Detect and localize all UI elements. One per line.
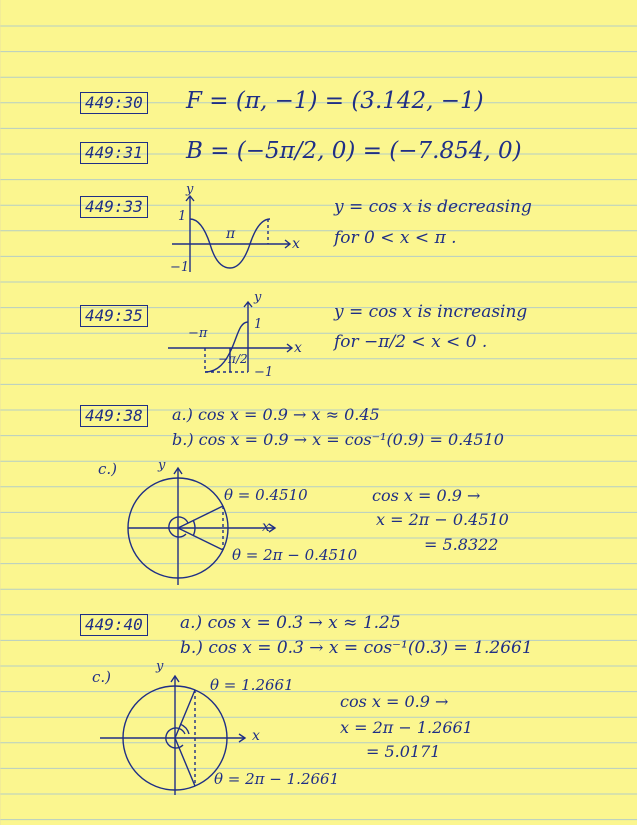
tick-label-neg1: −1 [170, 260, 190, 275]
problem-label: 449:38 [80, 405, 148, 427]
theta-label: θ = 2π − 1.2661 [214, 770, 340, 788]
axis-label-y: y [186, 182, 194, 197]
theta-label: θ = 1.2661 [210, 676, 294, 694]
answer-line: B = (−5π/2, 0) = (−7.854, 0) [186, 138, 522, 164]
axis-label-y: y [254, 290, 262, 305]
part-b: b.) cos x = 0.3 → x = cos⁻¹(0.3) = 1.2661 [180, 638, 533, 658]
result-line: cos x = 0.9 → [372, 486, 481, 505]
problem-label: 449:31 [80, 142, 148, 164]
answer-line: F = (π, −1) = (3.142, −1) [186, 88, 484, 114]
problem-label: 449:30 [80, 92, 148, 114]
axis-label-y: y [158, 458, 166, 473]
result-line: x = 2π − 1.2661 [340, 718, 473, 737]
part-b: b.) cos x = 0.9 → x = cos⁻¹(0.9) = 0.4510 [172, 430, 504, 449]
tick-label-neg-pi-half: −π/2 [218, 352, 248, 366]
result-line: cos x = 0.9 → [340, 692, 449, 711]
tick-label-neg-pi: −π [188, 326, 208, 341]
axis-label-x: x [292, 236, 300, 252]
tick-label-1: 1 [254, 317, 263, 332]
result-line: x = 2π − 0.4510 [376, 510, 509, 529]
axis-label-x: x [262, 519, 270, 535]
axis-label-y: y [156, 659, 164, 674]
theta-label: θ = 0.4510 [224, 486, 308, 504]
result-line: = 5.8322 [424, 535, 499, 554]
problem-label: 449:40 [80, 614, 148, 636]
tick-label-1: 1 [178, 209, 187, 224]
part-a: a.) cos x = 0.3 → x ≈ 1.25 [180, 613, 401, 633]
tick-label-pi: π [226, 226, 236, 242]
part-c: c.) [98, 460, 118, 478]
note-line: y = cos x is increasing [334, 302, 528, 322]
part-a: a.) cos x = 0.9 → x ≈ 0.45 [172, 405, 380, 424]
theta-label: θ = 2π − 0.4510 [232, 546, 358, 564]
problem-label: 449:35 [80, 305, 148, 327]
part-c: c.) [92, 668, 112, 686]
problem-label: 449:33 [80, 196, 148, 218]
tick-label-neg1: −1 [254, 365, 274, 380]
axis-label-x: x [252, 728, 260, 744]
axis-label-x: x [294, 340, 302, 356]
result-line: = 5.0171 [366, 742, 441, 761]
note-line: for 0 < x < π . [334, 228, 457, 248]
note-line: y = cos x is decreasing [334, 197, 532, 217]
note-line: for −π/2 < x < 0 . [334, 332, 488, 352]
